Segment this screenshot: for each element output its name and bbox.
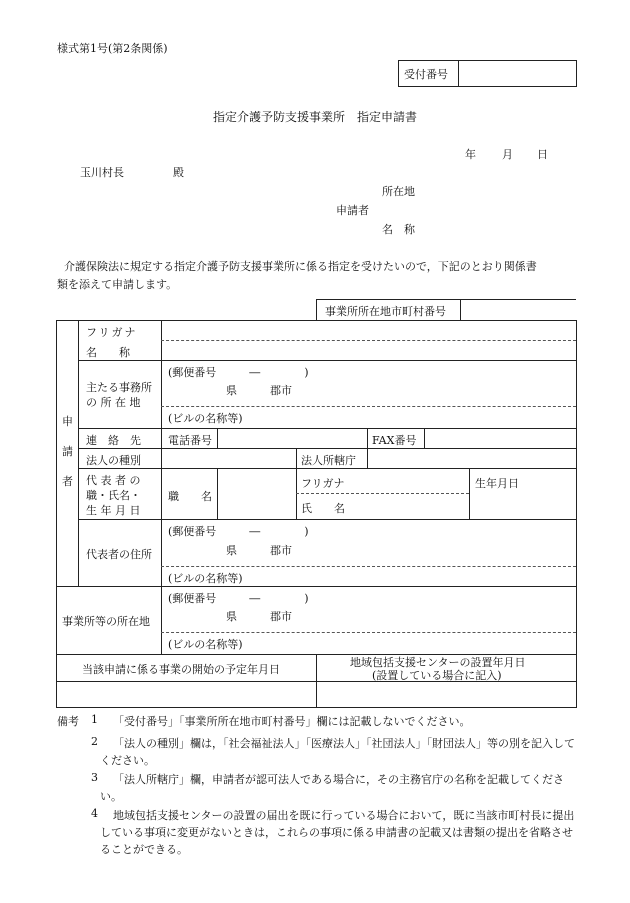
fax-label: FAX番号 bbox=[372, 434, 417, 447]
date-year: 年 bbox=[465, 148, 476, 161]
main-office-prefecture: 県 bbox=[226, 384, 237, 397]
representative-label-2: 職・氏名・ bbox=[86, 489, 141, 502]
receipt-number-label: 受付番号 bbox=[404, 68, 448, 81]
main-office-label-1: 主たる事務所 bbox=[86, 381, 152, 394]
representative-postal: (郵便番号 ― ) bbox=[168, 525, 309, 538]
name-label: 名 称 bbox=[86, 346, 130, 359]
applicant-location-label: 所在地 bbox=[382, 185, 415, 198]
representative-label-1: 代 表 者 の bbox=[86, 474, 141, 487]
applicant-name-label: 名 称 bbox=[382, 223, 415, 236]
main-office-postal: (郵便番号 ― ) bbox=[168, 366, 309, 379]
contact-label: 連 絡 先 bbox=[86, 434, 141, 447]
document-title: 指定介護予防支援事業所 指定申請書 bbox=[213, 110, 418, 124]
phone-label: 電話番号 bbox=[168, 434, 212, 447]
representative-county-city: 郡市 bbox=[270, 544, 292, 557]
municipality-number-label: 事業所所在地市町村番号 bbox=[325, 305, 446, 318]
furigana-label: フリガナ bbox=[86, 326, 138, 339]
date-month: 月 bbox=[502, 148, 513, 161]
applicant-vertical-label-3: 者 bbox=[62, 475, 73, 488]
municipality-number-field[interactable] bbox=[466, 303, 570, 317]
applicant-vertical-label-2: 請 bbox=[62, 445, 73, 458]
birthdate-label: 生年月日 bbox=[475, 477, 519, 490]
intro-line-1: 介護保険法に規定する指定介護予防支援事業所に係る指定を受けたいので，下記のとおり関係書 bbox=[64, 260, 537, 273]
center-date-label-1: 地域包括支援センターの設置年月日 bbox=[350, 656, 526, 669]
addressee-honorific: 殿 bbox=[173, 166, 184, 179]
start-date-label: 当該申請に係る事業の開始の予定年月日 bbox=[82, 663, 280, 676]
representative-prefecture: 県 bbox=[226, 544, 237, 557]
notes-label: 備考 bbox=[57, 715, 79, 728]
note-2-number: 2 bbox=[91, 735, 98, 748]
corp-authority-label: 法人所轄庁 bbox=[301, 454, 356, 467]
office-county-city: 郡市 bbox=[270, 610, 292, 623]
note-1-text: 「受付番号」「事業所所在地市町村番号」欄には記載しないでください。 bbox=[113, 715, 471, 728]
center-date-label-2: (設置している場合に記入) bbox=[372, 669, 502, 682]
office-prefecture: 県 bbox=[226, 610, 237, 623]
main-office-county-city: 郡市 bbox=[270, 384, 292, 397]
office-location-label: 事業所等の所在地 bbox=[62, 615, 150, 628]
date-day: 日 bbox=[537, 148, 548, 161]
note-1-number: 1 bbox=[91, 713, 98, 726]
representative-address-label: 代表者の住所 bbox=[86, 548, 152, 561]
note-4-number: 4 bbox=[91, 807, 98, 820]
representative-label-3: 生 年 月 日 bbox=[86, 504, 141, 517]
note-2-text: 「法人の種別」欄は，「社会福祉法人」「医療法人」「社団法人」「財団法人」等の別を記入してください。 bbox=[100, 737, 575, 767]
representative-building: (ビルの名称等) bbox=[168, 572, 243, 585]
position-label: 職 名 bbox=[168, 490, 212, 503]
main-office-building: (ビルの名称等) bbox=[168, 412, 243, 425]
office-building: (ビルの名称等) bbox=[168, 638, 243, 651]
form-number: 様式第1号(第2条関係) bbox=[57, 42, 168, 55]
applicant-vertical-label-1: 申 bbox=[62, 415, 73, 428]
intro-line-2: 類を添えて申請します。 bbox=[57, 278, 178, 291]
representative-name-label: 氏 名 bbox=[301, 502, 345, 515]
applicant-label: 申請者 bbox=[336, 204, 369, 217]
note-3-number: 3 bbox=[91, 771, 98, 784]
representative-furigana-label: フリガナ bbox=[301, 477, 345, 490]
main-office-label-2: の 所 在 地 bbox=[86, 396, 141, 409]
note-4-text: 地域包括支援センターの設置の届出を既に行っている場合において，既に当該市町村長に提出している事項に変更がないときは，これらの事項に係る申請書の記載又は書類の提出を省略させることができる。 bbox=[100, 809, 575, 856]
note-3-text: 「法人所轄庁」欄，申請者が認可法人である場合に，その主務官庁の名称を記載してください。 bbox=[100, 773, 564, 803]
corp-type-label: 法人の種別 bbox=[86, 454, 141, 467]
office-postal: (郵便番号 ― ) bbox=[168, 592, 309, 605]
addressee-name: 玉川村長 bbox=[80, 166, 124, 179]
